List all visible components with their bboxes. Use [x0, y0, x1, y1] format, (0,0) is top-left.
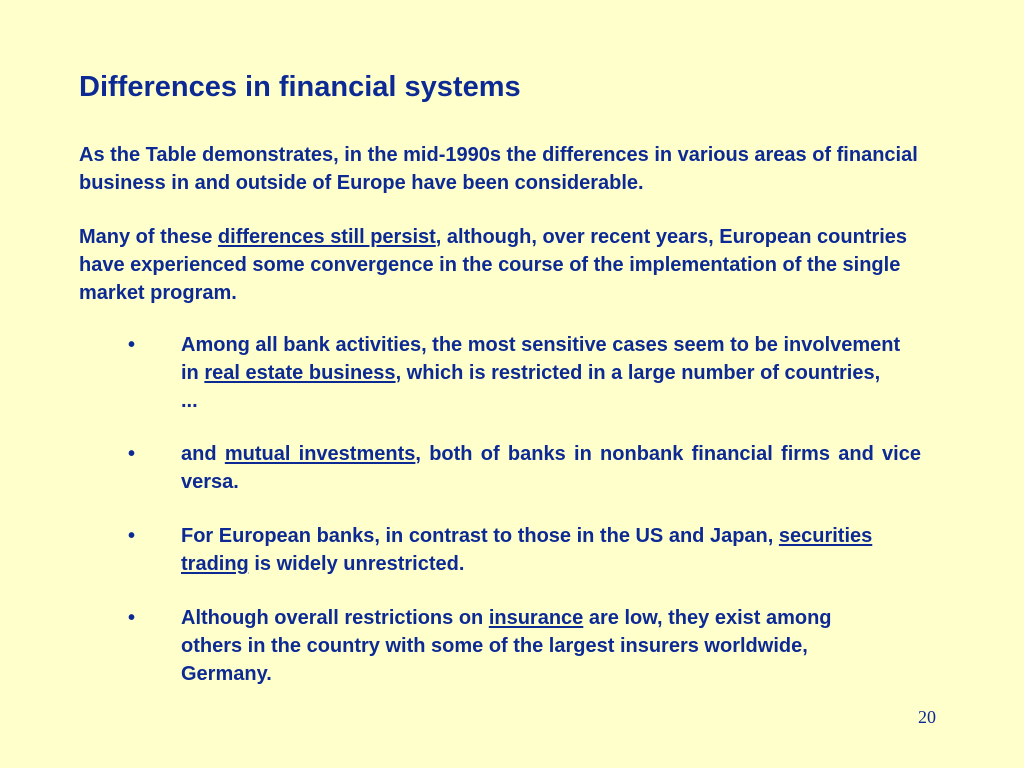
- bullet-text: [181, 331, 901, 415]
- real-estate-business-link[interactable]: real estate business: [204, 362, 396, 384]
- bullet-text-segment: Although overall restrictions on: [181, 607, 489, 629]
- intro-paragraph: As the Table demonstrates, in the mid-1990s the differences in various areas of financial business in and outside of Europe have been considerable.: [79, 144, 918, 194]
- bullet-text-segment: , both of banks in nonbank financial firms and vice versa.: [181, 443, 921, 493]
- bullet-text-segment: Among all bank activities, the most sensitive cases seem to be involvement in: [181, 334, 901, 384]
- differences-still-persist-link[interactable]: differences still persist: [217, 226, 436, 248]
- bullet-text-segment: For European banks, in contrast to those in the US and Japan,: [181, 525, 779, 547]
- page-number: 20: [918, 707, 936, 727]
- bullet-text-segment: are low, they exist among others in the country with some of the largest insurers worldwide, Germany.: [181, 607, 832, 685]
- paragraph-text: Many of these: [79, 226, 218, 248]
- bullet-text: [181, 522, 881, 578]
- mutual-investments-link[interactable]: mutual investments: [224, 443, 416, 465]
- bullet-text-segment: and: [181, 443, 225, 465]
- paragraph-text: , although, over recent years, European countries have experienced some convergence in the course of the implementation of the single market program.: [79, 226, 908, 304]
- bullet-marker: •: [128, 607, 136, 629]
- insurance-link[interactable]: insurance: [488, 607, 584, 629]
- slide-title: Differences in financial systems: [79, 71, 521, 103]
- bullet-text: [181, 604, 871, 688]
- bullet-marker: •: [128, 525, 136, 547]
- bullet-text: [181, 440, 921, 496]
- bullet-text-segment: , which is restricted in a large number of countries, ...: [181, 362, 881, 412]
- persistence-paragraph: [79, 223, 929, 307]
- bullet-marker: •: [128, 334, 136, 356]
- bullet-marker: •: [128, 443, 136, 465]
- bullet-text-segment: is widely unrestricted.: [248, 553, 465, 575]
- securities-trading-link[interactable]: securities trading: [181, 525, 873, 575]
